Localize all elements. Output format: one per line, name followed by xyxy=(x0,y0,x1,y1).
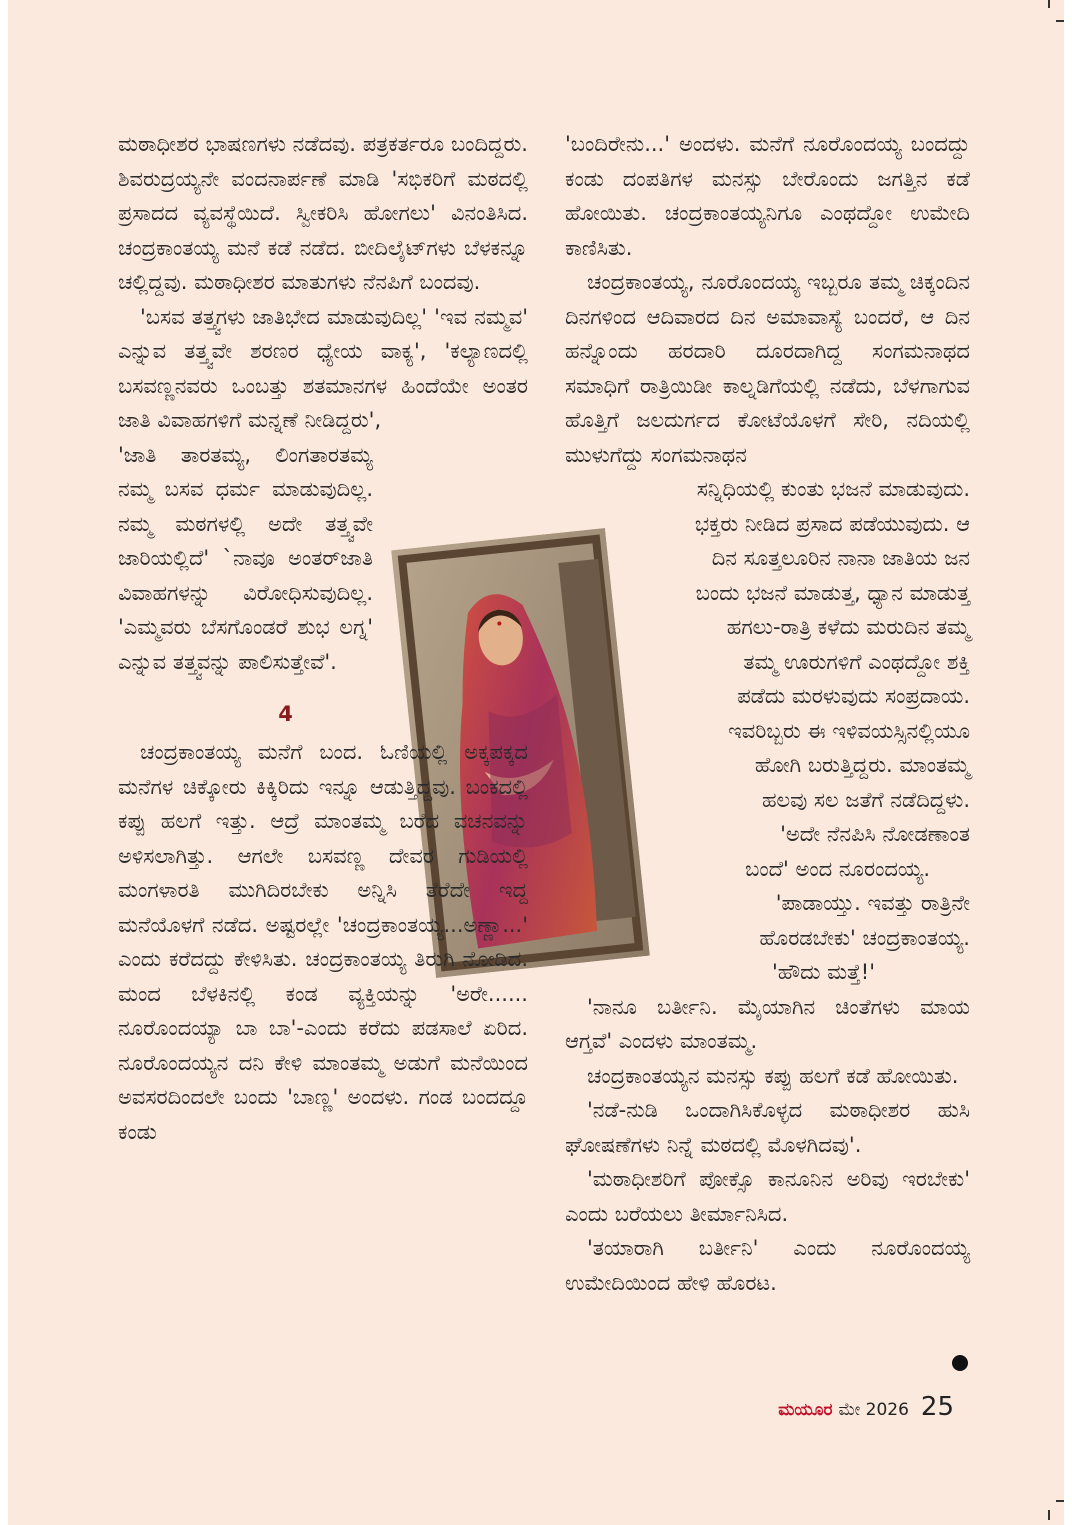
text-line: 'ಅದೇ ನೆನಪಿಸಿ ನೋಡಣಾಂತ xyxy=(780,822,970,846)
right-paragraph-2-wrap xyxy=(565,472,970,990)
right-column xyxy=(565,127,970,1300)
text-line: ಸನ್ನಿಧಿಯಲ್ಲಿ ಕುಂತು ಭಜನೆ ಮಾಡುವುದು. xyxy=(696,477,970,501)
end-of-story-bullet xyxy=(952,1355,968,1371)
crop-mark xyxy=(1048,0,1050,8)
right-paragraph-7: ಚಂದ್ರಕಾಂತಯ್ಯನ ಮನಸ್ಸು ಕಪ್ಪು ಹಲಗೆ ಕಡೆ ಹೋಯಿತು. xyxy=(587,1063,959,1088)
text-line: ಹಗಲು-ರಾತ್ರಿ ಕಳೆದು ಮರುದಿನ ತಮ್ಮ xyxy=(726,615,970,639)
text-line: ಭಕ್ತರು ನೀಡಿದ ಪ್ರಸಾದ ಪಡೆಯುವುದು. ಆ xyxy=(694,511,970,536)
text-line: ಹಲವು ಸಲ ಜತೆಗೆ ನಡೆದಿದ್ದಳು. xyxy=(761,787,970,812)
right-paragraph-8: 'ನಡೆ-ನುಡಿ ಒಂದಾಗಿಸಿಕೊಳ್ಳದ ಮಠಾಧೀಶರ ಹುಸಿ ಘೋಷಣೆಗಳು ನಿನ್ನೆ ಮಠದಲ್ಲಿ ಮೊಳಗಿದವು'. xyxy=(565,1098,970,1157)
left-paragraph-3: ಚಂದ್ರಕಾಂತಯ್ಯ ಮನೆಗೆ ಬಂದ. ಓಣಿಯಲ್ಲಿ ಅಕ್ಕಪಕ್ಕದ ಮನೆಗಳ ಚಿಕ್ಕೋರು ಕಿಕ್ಕಿರಿದು ಇನ್ನೂ ಆಡುತ್ತಿದ್ದವು. ಬಂಕದಲ್ಲಿ ಕಪ್ಪು ಹಲಗೆ ಇತ್ತು. ಆದ್ರೆ ಮಾಂತಮ್ಮ ಬರೆದ ವಚನವನ್ನು ಅಳಿಸಲಾಗಿತ್ತು. ಆಗಲೇ ಬಸವಣ್ಣ ದೇವರ ಗುಡಿಯಲ್ಲಿ ಮಂಗಳಾರತಿ ಮುಗಿದಿರಬೇಕು ಅನ್ನಿಸಿ ತೆರೆದೇ ಇದ್ದ ಮನೆಯೊಳಗೆ ನಡೆದ. ಅಷ್ಟರಲ್ಲೇ 'ಚಂದ್ರಕಾಂತಯ್ಯ...ಅಣ್ಣಾ...' ಎಂದು ಕರೆದದ್ದು ಕೇಳಿಸಿತು. ಚಂದ್ರಕಾಂತಯ್ಯ ತಿರುಗಿ ನೋಡಿದ. ಮಂದ ಬೆಳಕಿನಲ್ಲಿ ಕಂಡ ವ್ಯಕ್ತಿಯನ್ನು 'ಅರೇ...... ನೂರೊಂದಯ್ಯಾ ಬಾ ಬಾ'-ಎಂದು ಕರೆದು ಪಡಸಾಲೆ ಏರಿದ. ನೂರೊಂದಯ್ಯನ ದನಿ ಕೇಳಿ ಮಾಂತಮ್ಮ ಅಡುಗೆ ಮನೆಯಿಂದ ಅವಸರದಿಂದಲೇ ಬಂದು 'ಬಾಣ್ಣ' ಅಂದಳು. ಗಂಡ ಬಂದದ್ದೂ ಕಂಡು xyxy=(118,740,528,1144)
left-column xyxy=(118,127,528,1149)
left-paragraph-2: 'ಬಸವ ತತ್ತ್ವಗಳು ಜಾತಿಭೇದ ಮಾಡುವುದಿಲ್ಲ' 'ಇವ ನಮ್ಮವ' ಎನ್ನುವ ತತ್ತ್ವವೇ ಶರಣರ ಧ್ಯೇಯ ವಾಕ್ಯ', 'ಕಲ್ಯಾಣದಲ್ಲಿ ಬಸವಣ್ಣನವರು ಒಂಬತ್ತು ಶತಮಾನಗಳ ಹಿಂದೆಯೇ ಅಂತರ ಜಾತಿ ವಿವಾಹಗಳಿಗೆ ಮನ್ನಣೆ ನೀಡಿದ್ದರು', xyxy=(118,304,528,432)
text-line: ತಮ್ಮ ಊರುಗಳಿಗೆ ಎಂಥದ್ದೋ ಶಕ್ತಿ xyxy=(743,649,970,674)
crop-mark xyxy=(1048,1510,1050,1520)
crop-mark xyxy=(1056,20,1064,22)
text-line: ಬಂದು ಭಜನೆ ಮಾಡುತ್ತ, ಧ್ಯಾನ ಮಾಡುತ್ತ xyxy=(695,580,970,605)
text-line: ಬಂದೆ' ಅಂದ ನೂರಂದಯ್ಯ. xyxy=(745,856,930,881)
right-paragraph-10: 'ತಯಾರಾಗಿ ಬರ್ತೀನಿ' ಎಂದು ನೂರೊಂದಯ್ಯ ಉಮೇದಿಯಿಂದ ಹೇಳಿ ಹೊರಟ. xyxy=(565,1236,970,1295)
page-number: 25 xyxy=(920,1392,954,1422)
text-line: ಹೋಗಿ ಬರುತ್ತಿದ್ದರು. ಮಾಂತಮ್ಮ xyxy=(754,753,970,777)
left-paragraph-1: ಮಠಾಧೀಶರ ಭಾಷಣಗಳು ನಡೆದವು. ಪತ್ರಕರ್ತರೂ ಬಂದಿದ್ದರು. ಶಿವರುದ್ರಯ್ಯನೇ ವಂದನಾರ್ಪಣೆ ಮಾಡಿ 'ಸಭಿಕರಿಗೆ ಮಠದಲ್ಲಿ ಪ್ರಸಾದದ ವ್ಯವಸ್ಥೆಯಿದೆ. ಸ್ವೀಕರಿಸಿ ಹೋಗಲು' ವಿನಂತಿಸಿದ. ಚಂದ್ರಕಾಂತಯ್ಯ ಮನೆ ಕಡೆ ನಡೆದ. ಬೀದಿಲೈಟ್‌ಗಳು ಬೆಳಕನ್ನೂ ಚಲ್ಲಿದ್ದವು. ಮಠಾಧೀಶರ ಮಾತುಗಳು ನೆನಪಿಗೆ ಬಂದವು. xyxy=(118,132,528,294)
right-paragraph-6: 'ನಾನೂ ಬರ್ತೀನಿ. ಮೈಯಾಗಿನ ಚಿಂತೆಗಳು ಮಾಯ ಆಗ್ತವೆ' ಎಂದಳು ಮಾಂತಮ್ಮ. xyxy=(565,994,970,1053)
text-line: 'ಪಾಡಾಯ್ತು. ಇವತ್ತು ರಾತ್ರಿನೇ xyxy=(775,891,970,915)
right-paragraph-1: 'ಬಂದಿರೇನು...' ಅಂದಳು. ಮನೆಗೆ ನೂರೊಂದಯ್ಯ ಬಂದದ್ದು ಕಂಡು ದಂಪತಿಗಳ ಮನಸ್ಸು ಬೇರೊಂದು ಜಗತ್ತಿನ ಕಡೆ ಹೋಯಿತು. ಚಂದ್ರಕಾಂತಯ್ಯನಿಗೂ ಎಂಥದ್ದೋ ಉಮೇದಿ ಕಾಣಿಸಿತು. xyxy=(565,132,970,260)
right-paragraph-2: ಚಂದ್ರಕಾಂತಯ್ಯ, ನೂರೊಂದಯ್ಯ ಇಬ್ಬರೂ ತಮ್ಮ ಚಿಕ್ಕಂದಿನ ದಿನಗಳಿಂದ ಆದಿವಾರದ ದಿನ ಅಮಾವಾಸ್ಯೆ ಬಂದರೆ, ಆ ದಿನ ಹನ್ನೊಂದು ಹರದಾರಿ ದೂರದಾಗಿದ್ದ ಸಂಗಮನಾಥದ ಸಮಾಧಿಗೆ ರಾತ್ರಿಯಿಡೀ ಕಾಲ್ನಡಿಗೆಯಲ್ಲಿ ನಡೆದು, ಬೆಳಗಾಗುವ ಹೊತ್ತಿಗೆ ಜಲದುರ್ಗದ ಕೋಟೆಯೊಳಗೆ ಸೇರಿ, ನದಿಯಲ್ಲಿ ಮುಳುಗೆದ್ದು ಸಂಗಮನಾಥನ xyxy=(565,270,970,467)
page-footer xyxy=(778,1392,954,1422)
text-line: ಪಡೆದು ಮರಳುವುದು ಸಂಪ್ರದಾಯ. xyxy=(737,684,970,708)
text-line: 'ಹೌದು ಮತ್ತೆ!' xyxy=(772,960,875,984)
left-paragraph-2-continued: 'ಜಾತಿ ತಾರತಮ್ಯ, ಲಿಂಗತಾರತಮ್ಯ ನಮ್ಮ ಬಸವ ಧರ್ಮ ಮಾಡುವುದಿಲ್ಲ. ನಮ್ಮ ಮಠಗಳಲ್ಲಿ ಅದೇ ತತ್ತ್ವವೇ ಜಾರಿಯಲ್ಲಿದೆ' `ನಾವೂ ಅಂತರ್‌ಜಾತಿ ವಿವಾಹಗಳನ್ನು ವಿರೋಧಿಸುವುದಿಲ್ಲ. 'ಎಮ್ಮವರು ಬೆಸಗೊಂಡರೆ ಶುಭ ಲಗ್ನ' ಎನ್ನುವ ತತ್ತ್ವವನ್ನು ಪಾಲಿಸುತ್ತೇವೆ'. xyxy=(118,442,373,674)
text-line: ಇವರಿಬ್ಬರು ಈ ಇಳಿವಯಸ್ಸಿನಲ್ಲಿಯೂ xyxy=(728,718,970,743)
crop-mark xyxy=(1056,1500,1064,1502)
text-line: ದಿನ ಸೂತ್ತಲೂರಿನ ನಾನಾ ಜಾತಿಯ ಜನ xyxy=(711,546,970,570)
issue-date: ಮೇ 2026 xyxy=(838,1400,909,1420)
magazine-name: ಮಯೂರ xyxy=(778,1400,833,1420)
right-paragraph-9: 'ಮಠಾಧೀಶರಿಗೆ ಪೋಕ್ಸೊ ಕಾನೂನಿನ ಅರಿವು ಇರಬೇಕು' ಎಂದು ಬರೆಯಲು ತೀರ್ಮಾನಿಸಿದ. xyxy=(565,1167,970,1226)
section-number: 4 xyxy=(278,702,293,726)
text-line: ಹೊರಡಬೇಕು' ಚಂದ್ರಕಾಂತಯ್ಯ. xyxy=(759,925,970,950)
magazine-page xyxy=(8,0,1064,1525)
